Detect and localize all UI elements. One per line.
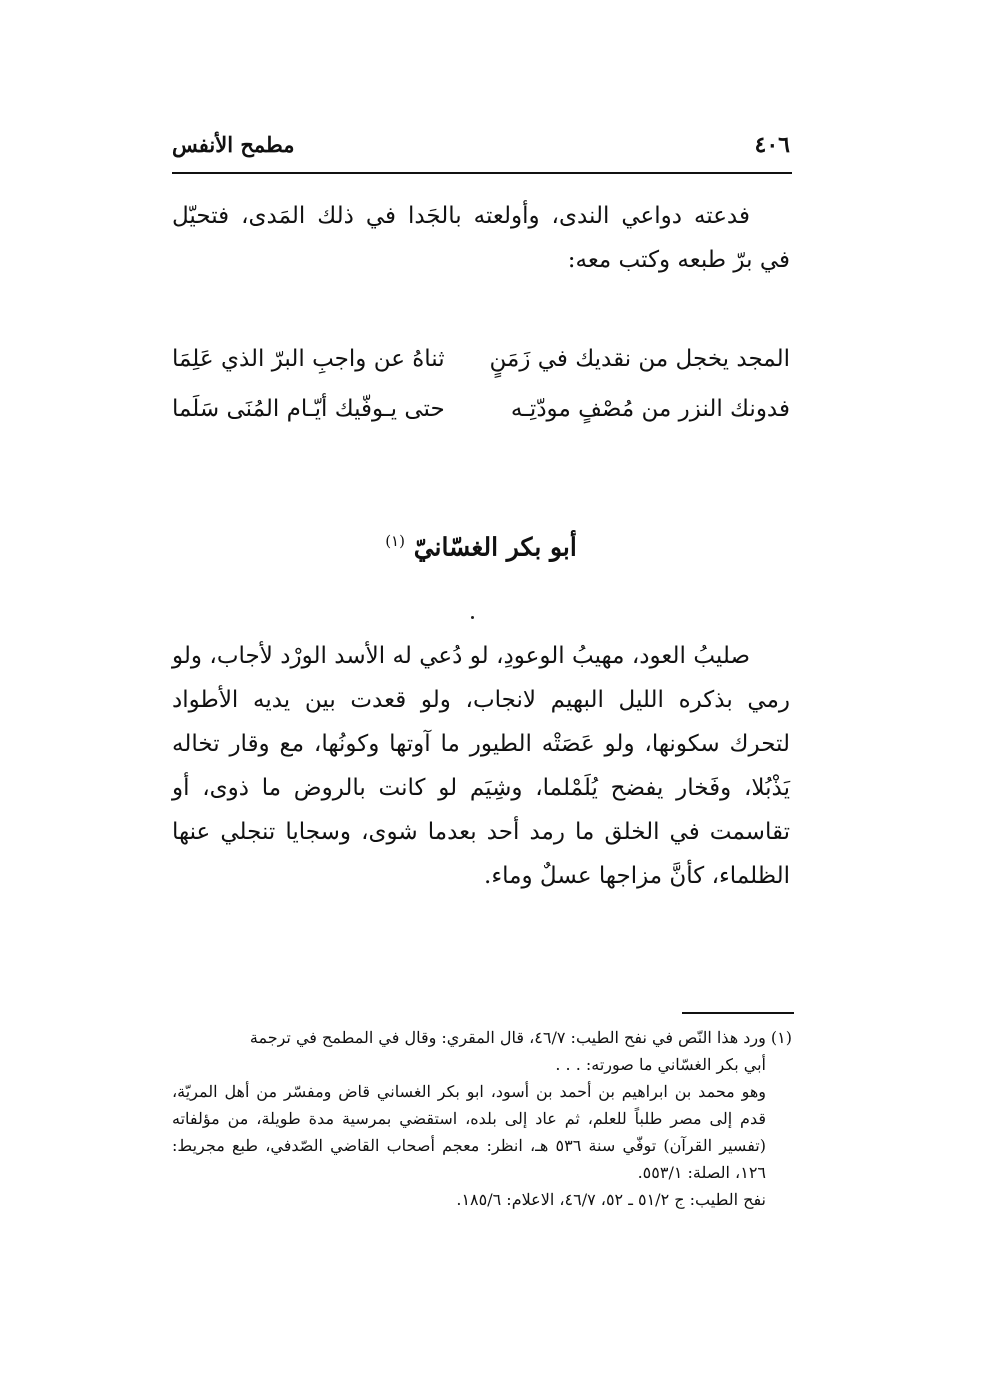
header-rule <box>172 172 792 174</box>
footnote-biography: وهو محمد بن ابراهيم بن أحمد بن أسود، ابو بكر الغساني قاض ومفسّر من أهل المريّة، قدم إلى مصر طلباً للعلم، ثم عاد إلى بلده، استقضي بمرسية مدة طويلة، من مؤلفاته (تفسير القرآن) توفّي سنة ٥٣٦ هـ، انظر: معجم أصحاب القاضي الصّدفي، طبع مجريط: ١٢٦، الصلة: ٥٥٣/١. <box>172 1082 766 1182</box>
poem-verses <box>172 334 790 434</box>
page-number: ٤٠٦ <box>754 132 790 158</box>
footnote-line-1: (١) ورد هذا النّص في نفح الطيب: ٤٦/٧، قال المقري: وقال في المطمح في ترجمة <box>249 1028 792 1047</box>
verse-line-1 <box>172 334 790 384</box>
bio-paragraph <box>172 634 790 898</box>
footnote-sources: نفح الطيب: ج ٥١/٢ ـ ٥٢، ٤٦/٧، الاعلام: ١٨٥/٦. <box>456 1190 766 1209</box>
verse-2-first-hemistich: فدونك النزر من مُصْفٍ مودّتِـه <box>510 396 790 422</box>
footnote-separator <box>682 1012 794 1014</box>
intro-paragraph-text: فدعته دواعي الندى، وأولعته بالجَدا في ذلك المَدى، فتحيّل في برّ طبعه وكتب معه: <box>172 203 790 273</box>
verse-2-second-hemistich: حتى يـوفّيك أيّـام المُنَى سَلَما <box>172 396 445 422</box>
verse-1-second-hemistich: ثناهُ عن واجبِ البرّ الذي عَلِمَا <box>172 346 445 372</box>
footnote-line-2: أبي بكر الغسّاني ما صورته: . . . <box>555 1055 766 1074</box>
ink-dot <box>471 616 474 619</box>
section-heading <box>172 532 790 561</box>
intro-paragraph <box>172 194 790 282</box>
section-heading-title: أبو بكر الغسّانيّ <box>413 532 577 562</box>
running-header <box>172 132 790 172</box>
verse-1-first-hemistich: المجد يخجل من نقديك في زَمَنٍ <box>489 346 790 372</box>
verse-line-2 <box>172 384 790 434</box>
footnote-reference: (١) <box>385 532 405 550</box>
bio-paragraph-text: صليبُ العود، مهيبُ الوعودِ، لو دُعي له الأسد الورْد لأجاب، ولو رمي بذكره الليل البهيم لانجاب، ولو قعدت بين يديه الأطواد لتحرك سكونها، ولو عَصَتْه الطيور ما آوتها وكونُها، مع وقار تخاله يَذْبُلا، وفَخار يفضح يُلَمْلما، وشِيَم لو كانت بالروض ما ذوى، أو تقاسمت في الخلق ما رمد أحد بعدما شوى، وسجايا تنجلي عنها الظلماء، كأنَّ مزاجها عسلٌ وماء. <box>172 643 790 889</box>
footnotes <box>172 1024 792 1213</box>
running-title: مطمح الأنفس <box>172 132 295 157</box>
